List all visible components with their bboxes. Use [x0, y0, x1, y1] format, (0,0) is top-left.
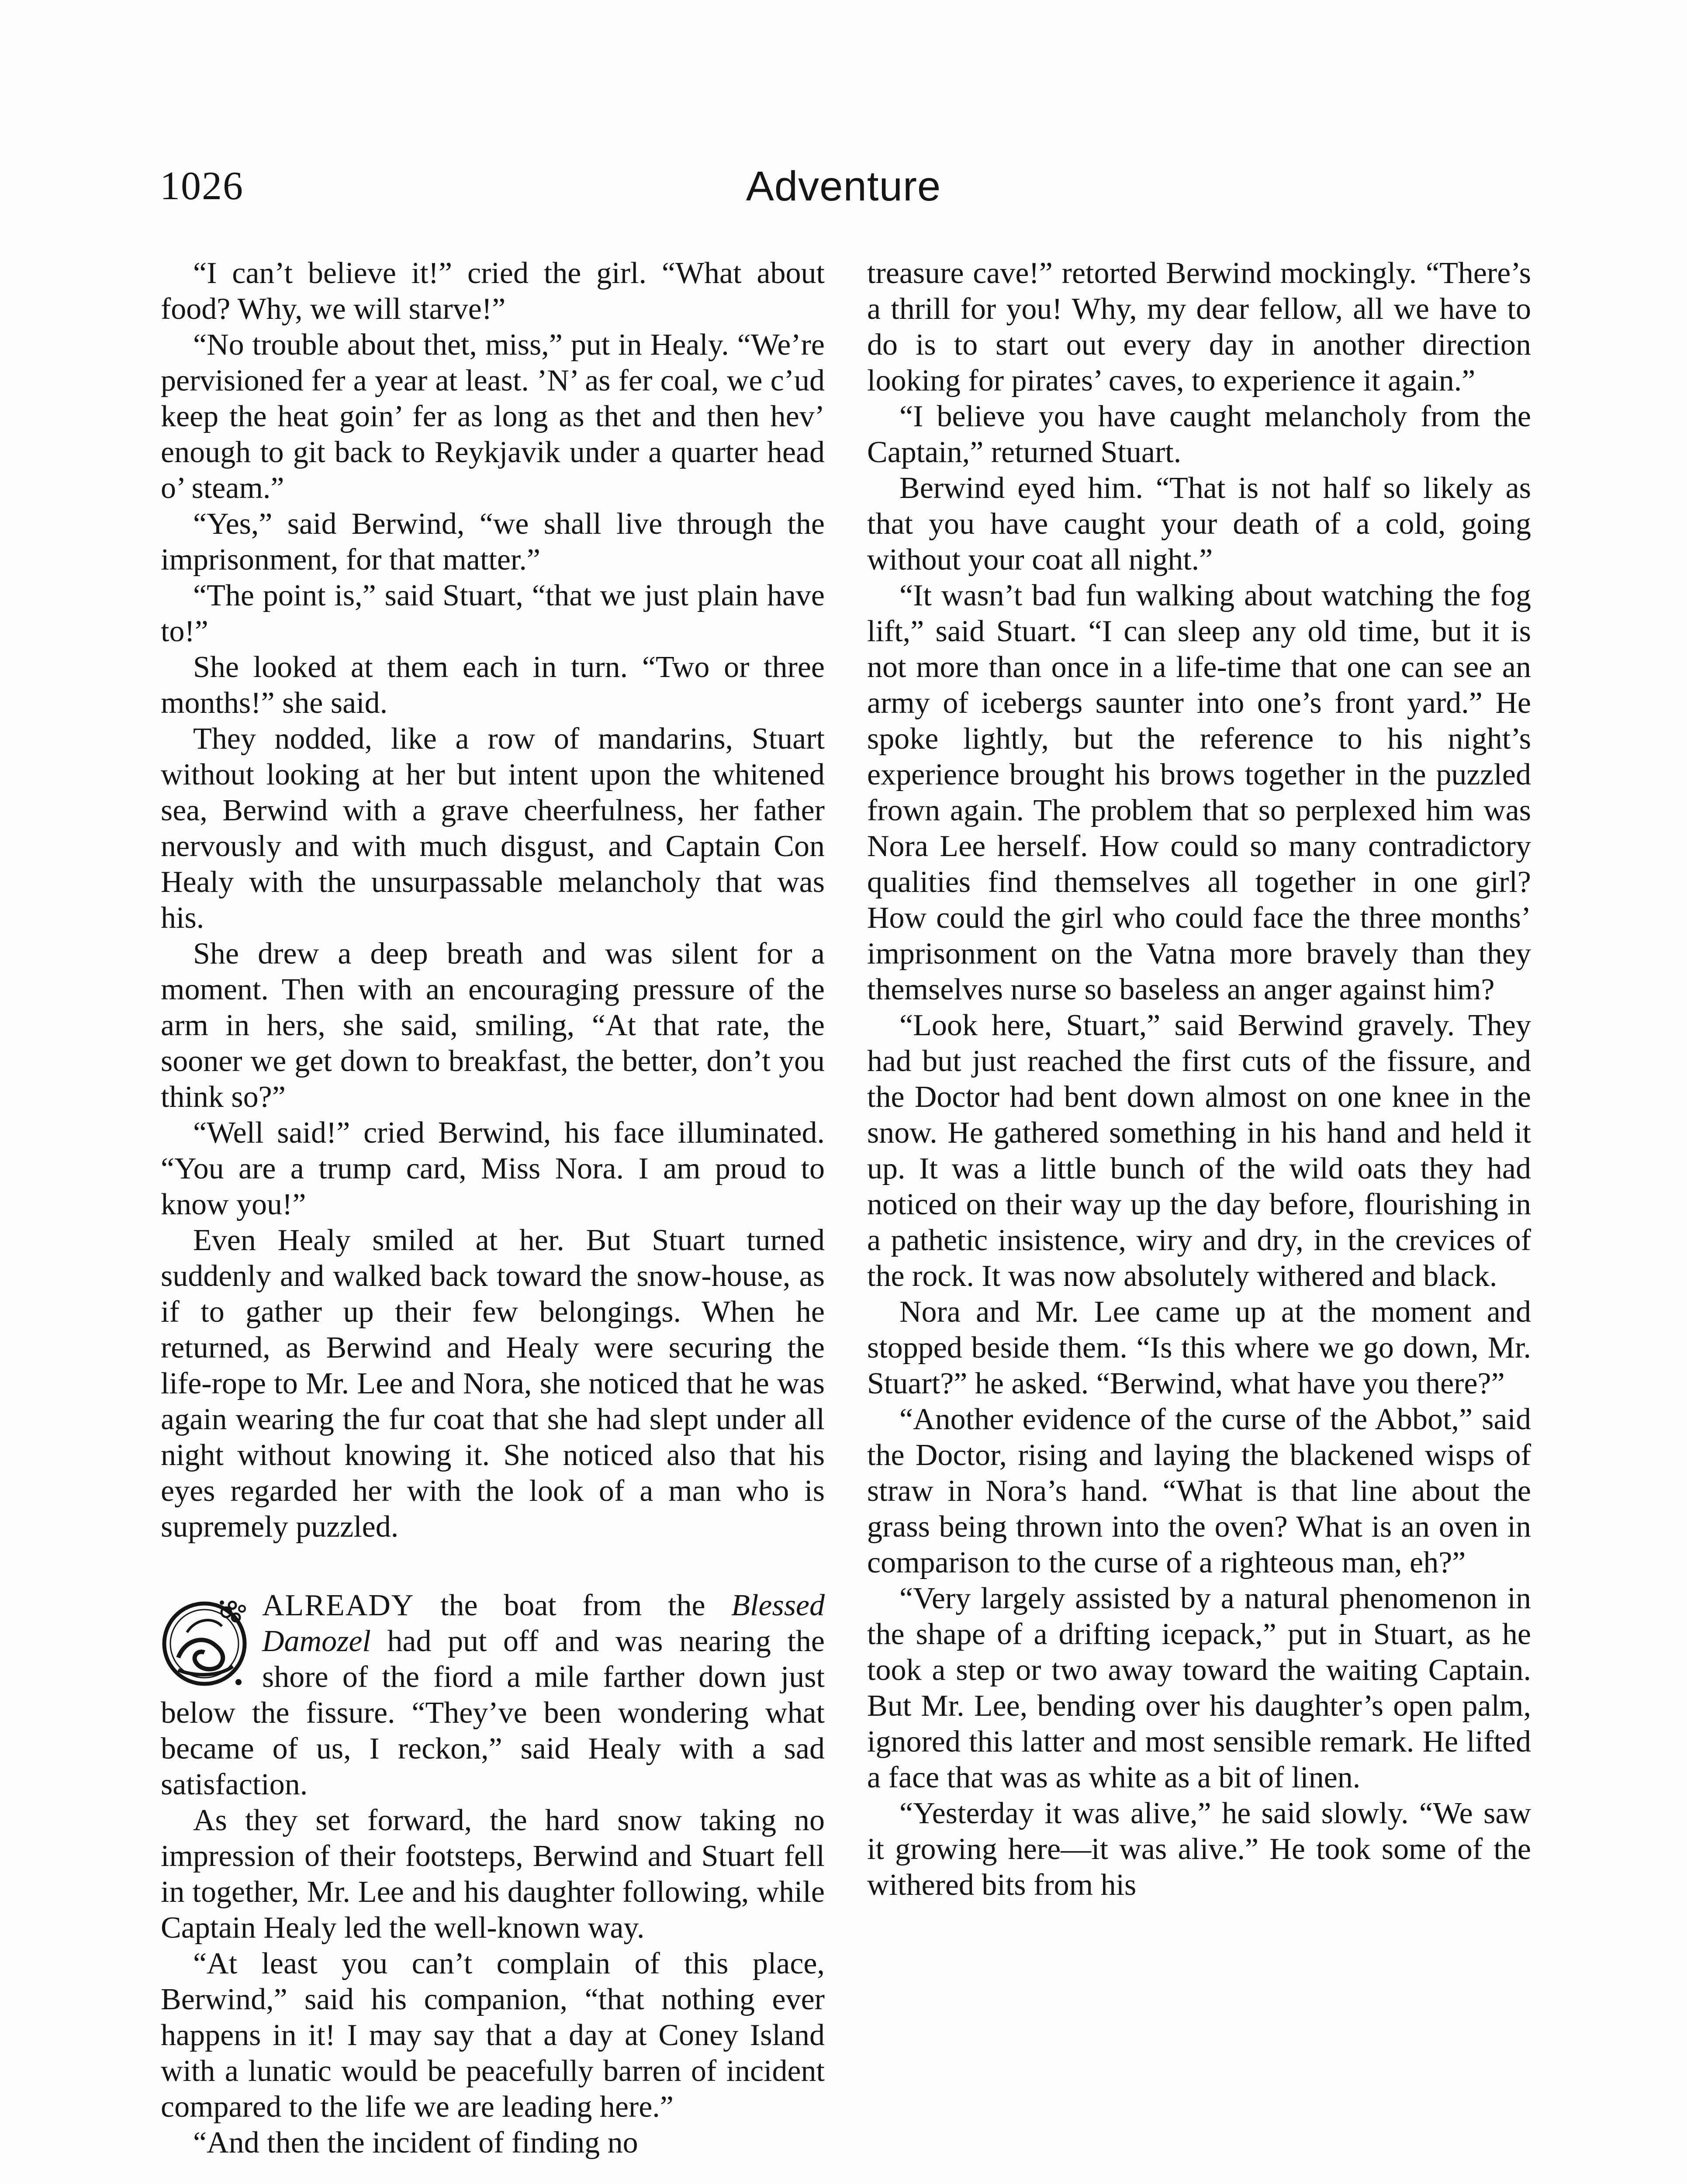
paragraph: “Well said!” cried Berwind, his face illuminated. “You are a trump card, Miss Nora. I am proud to know you!”: [161, 1116, 825, 1221]
paragraph: Even Healy smiled at her. But Stuart turned suddenly and walked back toward the snow-house, as if to gather up their few belongings. When he returned, as Berwind and Healy were securing the life-rope to Mr. Lee and Nora, she noticed that he was again wearing the fur coat that she had slept under all night without knowing it. She noticed also that his eyes regarded her with the look of a man who is supremely puzzled.: [161, 1223, 825, 1544]
paragraph: “Look here, Stuart,” said Berwind gravely. They had but just reached the first cuts of the fissure, and the Doctor had bent down almost on one knee in the snow. He gathered something in his hand and held it up. It was a little bunch of the wild oats they had noticed on their way up the day before, flourishing in a pathetic insistence, wiry and dry, in the crevices of the rock. It was now absolutely withered and black.: [867, 1009, 1531, 1293]
paragraph: As they set forward, the hard snow taking no impression of their footsteps, Berwind and Stuart fell in together, Mr. Lee and his daughter following, while Captain Healy led the well-known way.: [161, 1804, 825, 1945]
continued-paragraph: treasure cave!” retorted Berwind mockingly. “There’s a thrill for you! Why, my dear fellow, all we have to do is to start out every day in another direction looking for pirates’ caves, to experience it again.”: [867, 256, 1531, 397]
paragraph: “And then the incident of finding no: [193, 2126, 638, 2160]
paragraph: “I believe you have caught melancholy from the Captain,” returned Stuart.: [867, 400, 1531, 469]
page-number: 1026: [160, 163, 244, 208]
section-break: [161, 1545, 825, 1588]
paragraph: “It wasn’t bad fun walking about watching the fog lift,” said Stuart. “I can sleep any old time, but it is not more than once in a life-time that one can see an army of icebergs saunter into one’s front yard.” He spoke lightly, but the reference to his night’s experience brought his brows together in the puzzled frown again. The problem that so perplexed him was Nora Lee herself. How could so many contradictory qualities find themselves all together in one girl? How could the girl who could face the three months’ imprisonment on the Vatna more bravely than they themselves nurse so baseless an anger against him?: [867, 579, 1531, 1006]
paragraph: “I can’t believe it!” cried the girl. “What about food? Why, we will starve!”: [161, 256, 825, 326]
paragraph-text: had put off and was nearing the shore of the fiord a mile farther down just below the fissure. “They’ve been wondering what became of us, I reckon,” said Healy with a sad satisfaction.: [161, 1624, 825, 1801]
paragraph: “Another evidence of the curse of the Abbot,” said the Doctor, rising and laying the blackened wisps of straw in Nora’s hand. “What is that line about the grass being thrown into the oven? What is an oven in comparison to the curse of a righteous man, eh?”: [867, 1403, 1531, 1579]
ship-name: Blessed Damozel: [262, 1589, 825, 1658]
paragraph: “The point is,” said Stuart, “that we just plain have to!”: [161, 579, 825, 648]
paragraph: “At least you can’t complain of this place, Berwind,” said his companion, “that nothing ever happens in it! I may say that a day at Coney Island with a lunatic would be peacefully barren of incident compared to the life we are leading here.”: [161, 1947, 825, 2124]
paragraph-text: the boat from the: [414, 1589, 732, 1622]
paragraph: “Yes,” said Berwind, “we shall live through the imprisonment, for that matter.”: [161, 507, 825, 577]
lead-word: ALREADY: [262, 1589, 415, 1622]
page-header: [160, 162, 1527, 219]
paragraph: Nora and Mr. Lee came up at the moment and stopped beside them. “Is this where we go down, Mr. Stuart?” he asked. “Berwind, what have you there?”: [867, 1295, 1531, 1400]
paragraph: “Yesterday it was alive,” he said slowly. “We saw it growing here—it was alive.” He took some of the withered bits from his: [867, 1797, 1531, 1902]
paragraph: Berwind eyed him. “That is not half so likely as that you have caught your death of a cold, going without your coat all night.”: [867, 471, 1531, 577]
paragraph: They nodded, like a row of mandarins, Stuart without looking at her but intent upon the whitened sea, Berwind with a grave cheerfulness, her father nervously and with much disgust, and Captain Con Healy with the unsurpassable melancholy that was his.: [161, 722, 825, 935]
right-text-column: [867, 256, 1531, 1903]
left-text-column: [161, 256, 825, 2161]
ornamental-wave-initial-icon: [161, 1592, 252, 1691]
section-opening-paragraph: [161, 1588, 825, 1803]
paragraph: “No trouble about thet, miss,” put in Healy. “We’re pervisioned fer a year at least. ’N’ as fer coal, we c’ud keep the heat goin’ fer as long as thet and then hev’ enough to git back to Reykjavik under a quarter head o’ steam.”: [161, 328, 825, 505]
paragraph: She looked at them each in turn. “Two or three months!” she said.: [161, 650, 825, 720]
running-head-title: Adventure: [746, 163, 941, 210]
paragraph: She drew a deep breath and was silent for a moment. Then with an encouraging pressure of the arm in hers, she said, smiling, “At that rate, the sooner we get down to breakfast, the better, don’t you think so?”: [161, 937, 825, 1114]
paragraph: “Very largely assisted by a natural phenomenon in the shape of a drifting icepack,” put in Stuart, as he took a step or two away toward the waiting Captain. But Mr. Lee, bending over his daughter’s open palm, ignored this latter and most sensible remark. He lifted a face that was as white as a bit of linen.: [867, 1582, 1531, 1794]
